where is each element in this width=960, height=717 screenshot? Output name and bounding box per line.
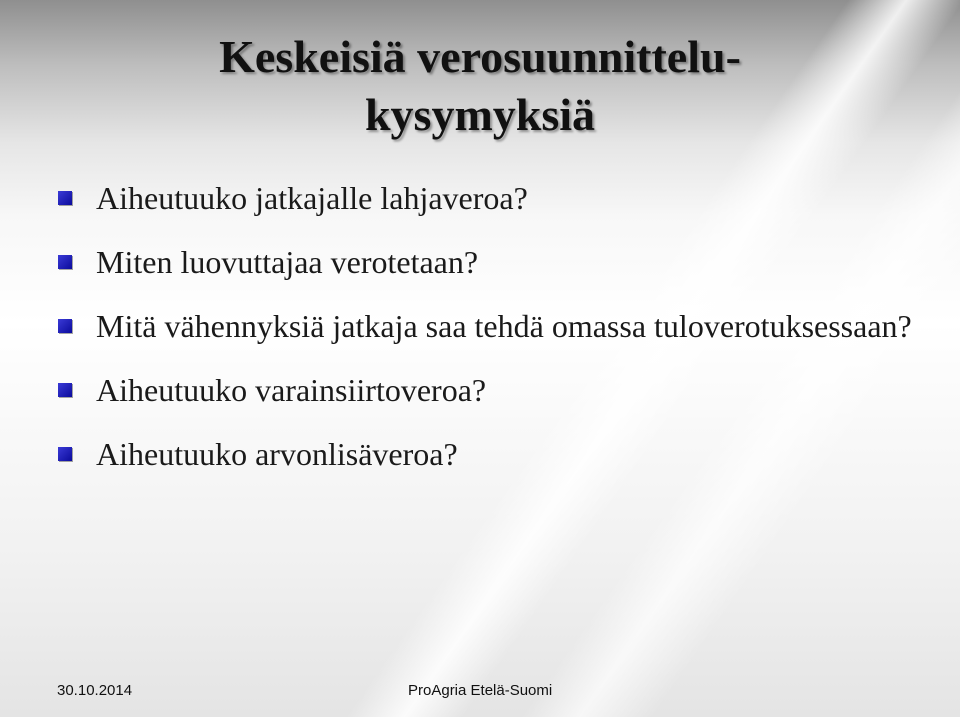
slide-title-line-2: kysymyksiä	[364, 89, 596, 140]
square-bullet-icon	[58, 447, 72, 461]
slide-title-line-1: Keskeisiä verosuunnittelu-	[219, 31, 741, 82]
square-bullet-icon	[58, 255, 72, 269]
bullet-item	[52, 240, 912, 284]
square-bullet-icon	[58, 319, 72, 333]
bullet-text: Miten luovuttajaa verotetaan?	[96, 244, 479, 280]
bullet-list	[52, 176, 912, 496]
bullet-item	[52, 304, 912, 348]
footer-date: 30.10.2014	[57, 682, 133, 699]
footer-organization: ProAgria Etelä-Suomi	[408, 682, 553, 699]
bullet-text: Aiheutuuko jatkajalle lahjaveroa?	[96, 180, 528, 216]
bullet-item	[52, 176, 912, 220]
bullet-item	[52, 432, 912, 476]
bullet-text: Aiheutuuko arvonlisäveroa?	[96, 436, 458, 472]
square-bullet-icon	[58, 191, 72, 205]
slide-title	[120, 28, 840, 144]
bullet-item	[52, 368, 912, 412]
square-bullet-icon	[58, 383, 72, 397]
bullet-text: Aiheutuuko varainsiirtoveroa?	[96, 372, 487, 408]
bullet-text: Mitä vähennyksiä jatkaja saa tehdä omassa tuloverotuksessaan?	[96, 308, 912, 344]
